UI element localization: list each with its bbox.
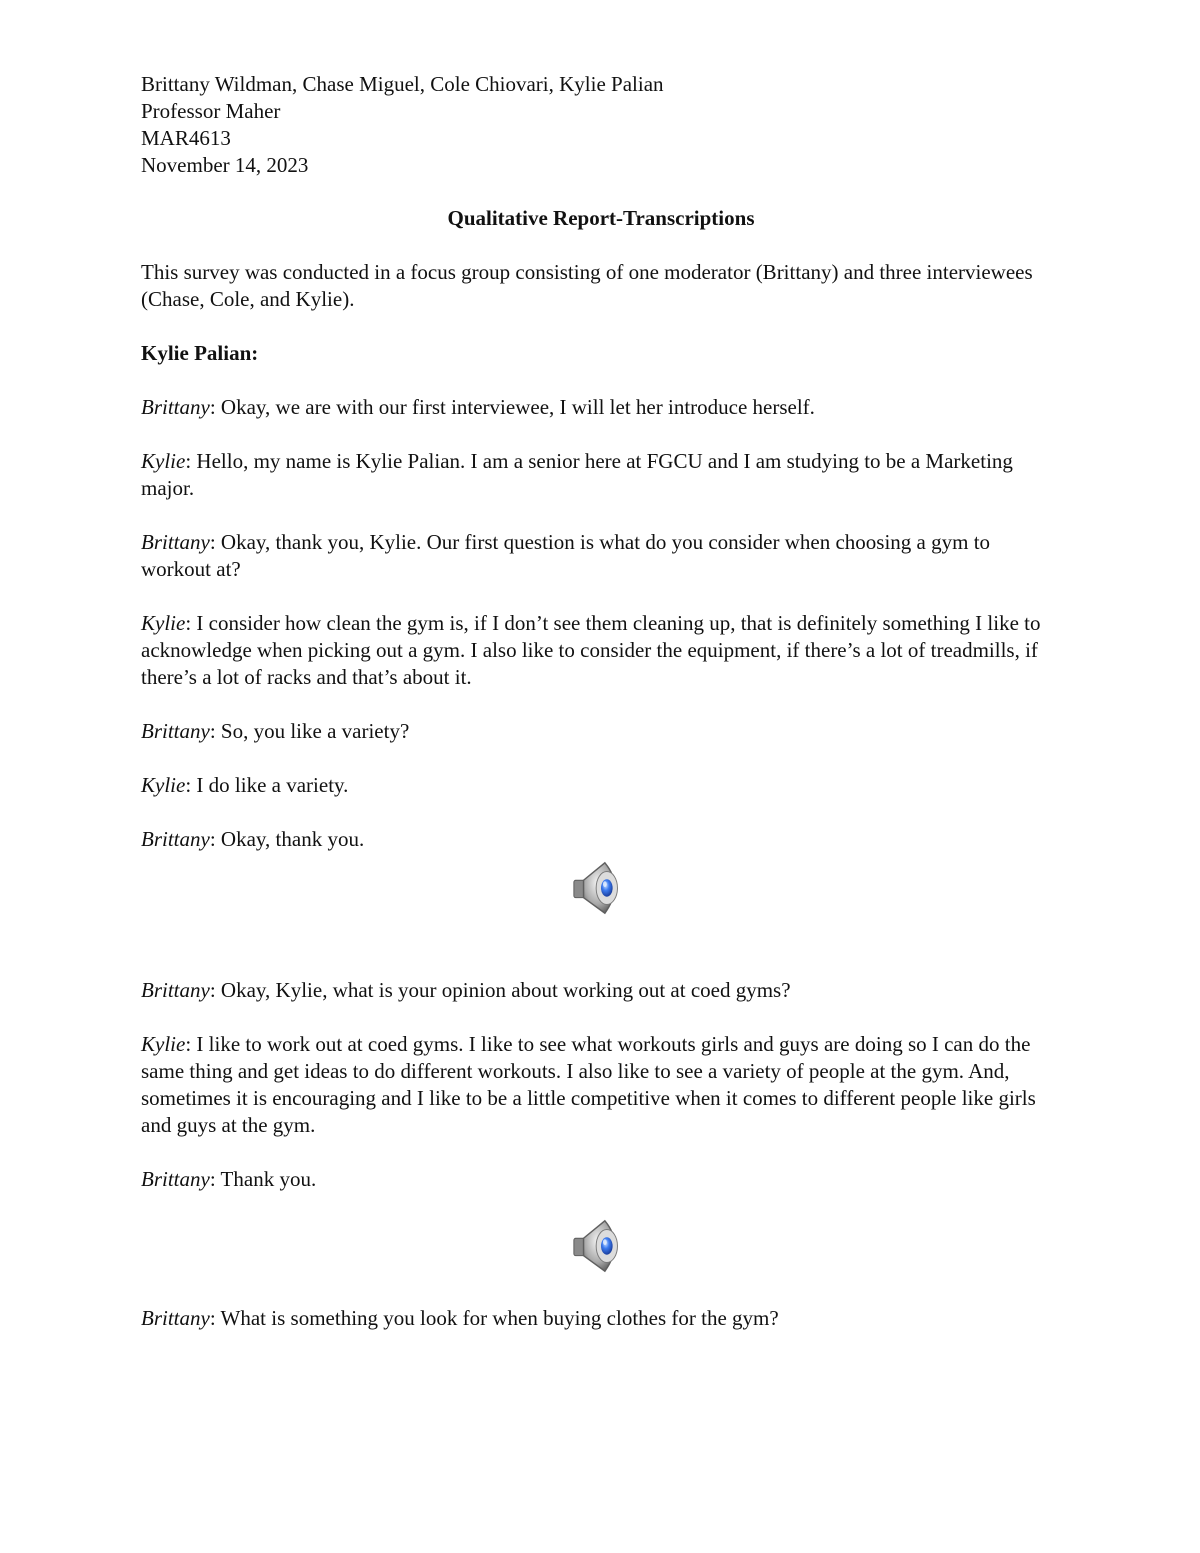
speaker-name: Brittany xyxy=(141,530,210,554)
speaker-name: Kylie xyxy=(141,611,186,635)
section-heading: Kylie Palian: xyxy=(141,341,259,365)
date-line: November 14, 2023 xyxy=(141,153,309,177)
intro-paragraph: This survey was conducted in a focus group consisting of one moderator (Brittany) and three interviewees (Chase, Cole, and Kylie). xyxy=(141,260,1033,311)
speaker-colon: : xyxy=(185,611,192,635)
document-page xyxy=(141,71,1061,1332)
transcript-text: What is something you look for when buying clothes for the gym? xyxy=(215,1306,779,1330)
speaker-colon: : xyxy=(209,978,216,1002)
speaker-name: Brittany xyxy=(141,719,210,743)
speaker-name: Brittany xyxy=(141,395,210,419)
transcript-line xyxy=(141,977,1061,1004)
transcript-text: I like to work out at coed gyms. I like to see what workouts girls and guys are doing so I can do the same thing and get ideas to do different workouts. I also like to see a variety of people at the gym. And, sometimes it is encouraging and I like to be a little competitive when it comes to different people like girls and guys at the gym. xyxy=(141,1032,1036,1137)
transcript-line xyxy=(141,772,1061,799)
speaker-colon: : xyxy=(209,827,216,851)
speaker-colon: : xyxy=(185,773,192,797)
transcript-text: Okay, Kylie, what is your opinion about working out at coed gyms? xyxy=(215,978,791,1002)
transcript-line xyxy=(141,718,1061,745)
transcript-line xyxy=(141,529,1061,583)
speaker-colon: : xyxy=(209,719,216,743)
transcript-text: Okay, we are with our first interviewee, I will let her introduce herself. xyxy=(215,395,815,419)
speaker-audio-icon[interactable] xyxy=(570,857,632,919)
transcript-line xyxy=(141,610,1061,691)
speaker-name: Brittany xyxy=(141,978,210,1002)
speaker-colon: : xyxy=(185,449,192,473)
transcript-text: Okay, thank you. xyxy=(215,827,365,851)
speaker-name: Brittany xyxy=(141,1306,210,1330)
speaker-colon: : xyxy=(185,1032,192,1056)
speaker-name: Kylie xyxy=(141,773,186,797)
transcript-text: So, you like a variety? xyxy=(215,719,410,743)
speaker-audio-icon[interactable] xyxy=(570,1215,632,1277)
speaker-colon: : xyxy=(209,530,216,554)
audio-clip[interactable] xyxy=(141,857,1061,933)
document-title: Qualitative Report-Transcriptions xyxy=(447,206,755,230)
transcript-text: Hello, my name is Kylie Palian. I am a senior here at FGCU and I am studying to be a Marketing major. xyxy=(141,449,1013,500)
speaker-name: Brittany xyxy=(141,827,210,851)
speaker-colon: : xyxy=(209,1167,216,1191)
speaker-name: Kylie xyxy=(141,1032,186,1056)
transcript-text: I consider how clean the gym is, if I don’t see them cleaning up, that is definitely something I like to acknowledge when picking out a gym. I also like to consider the equipment, if there’s a lot of treadmills, if there’s a lot of racks and that’s about it. xyxy=(141,611,1041,689)
transcript-line xyxy=(141,1166,1061,1193)
transcript-line xyxy=(141,826,1061,853)
transcript-line xyxy=(141,1031,1061,1139)
speaker-colon: : xyxy=(209,395,216,419)
transcript-text: Thank you. xyxy=(215,1167,317,1191)
professor-line: Professor Maher xyxy=(141,99,281,123)
transcript-text: Okay, thank you, Kylie. Our first question is what do you consider when choosing a gym to workout at? xyxy=(141,530,991,581)
speaker-name: Kylie xyxy=(141,449,186,473)
audio-clip[interactable] xyxy=(141,1215,1061,1277)
course-line: MAR4613 xyxy=(141,126,231,150)
transcript-line xyxy=(141,448,1061,502)
transcript-line xyxy=(141,394,1061,421)
speaker-name: Brittany xyxy=(141,1167,210,1191)
transcript-text: I do like a variety. xyxy=(191,773,349,797)
transcript-line xyxy=(141,1305,1061,1332)
speaker-colon: : xyxy=(209,1306,216,1330)
authors-line: Brittany Wildman, Chase Miguel, Cole Chiovari, Kylie Palian xyxy=(141,72,664,96)
